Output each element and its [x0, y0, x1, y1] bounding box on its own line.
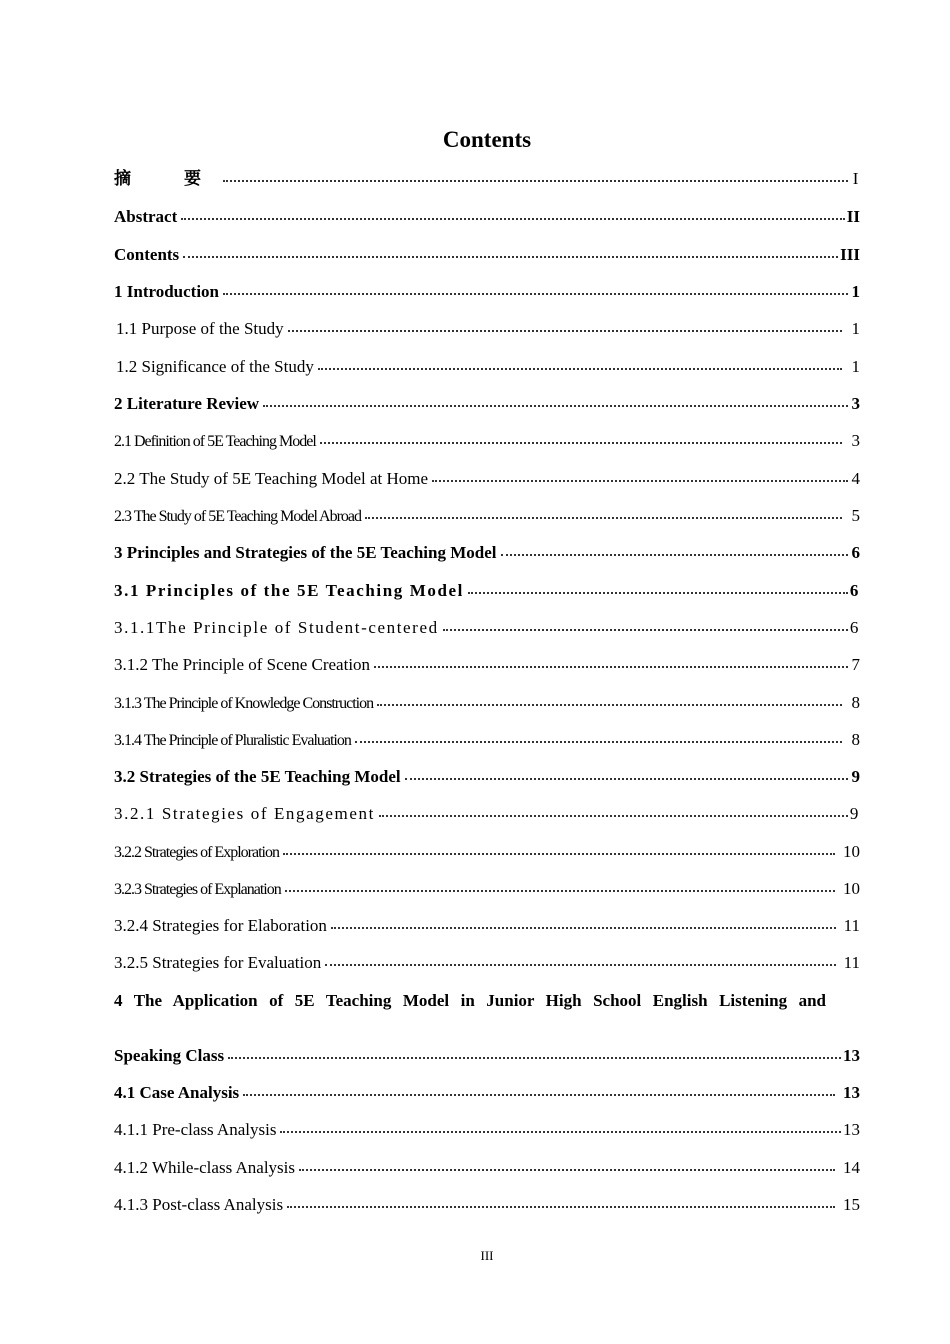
toc-entry-page: 6: [849, 581, 860, 600]
toc-entry-page: II: [846, 207, 860, 226]
toc-entry-page: 13: [843, 1083, 860, 1102]
toc-entry-label: 3.1.3 The Principle of Knowledge Construction: [114, 695, 374, 712]
toc-entry-label: 4.1 Case Analysis: [114, 1083, 240, 1102]
toc-entry-page: 8: [851, 693, 860, 712]
toc-entry-page: III: [840, 245, 860, 264]
toc-leader-dots: [325, 954, 835, 968]
toc-entry-page: 5: [851, 506, 860, 525]
toc-entry-3-1[interactable]: [114, 580, 860, 602]
toc-entry-label: 1 Introduction: [114, 282, 220, 301]
toc-entry-1-2[interactable]: [114, 356, 860, 378]
toc-entry-page: 6: [849, 618, 860, 637]
toc-entry-page: 8: [851, 730, 860, 749]
toc-entry-page: 11: [843, 953, 860, 972]
toc-leader-dots: [287, 1196, 835, 1210]
toc-entry-label: 3.2.4 Strategies for Elaboration: [114, 916, 327, 935]
toc-entry-2-1[interactable]: [114, 430, 860, 453]
toc-leader-dots: [243, 1084, 835, 1098]
toc-entry-page: 10: [843, 842, 860, 861]
toc-leader-dots: [365, 507, 842, 521]
toc-entry-1-1[interactable]: [114, 318, 860, 340]
toc-entry-4-1-1[interactable]: [114, 1119, 860, 1141]
toc-entry-3-2-5[interactable]: [114, 952, 860, 974]
toc-entry-contents[interactable]: [114, 244, 860, 266]
toc-leader-dots: [318, 358, 842, 372]
toc-entry-3-2-3[interactable]: [114, 878, 860, 901]
toc-entry-label: 4.1.3 Post-class Analysis: [114, 1195, 284, 1214]
toc-entry-label: 1.2 Significance of the Study: [116, 357, 314, 376]
toc-leader-dots: [432, 470, 848, 484]
toc-entry-page: 4: [851, 469, 860, 488]
toc-leader-dots: [283, 843, 835, 857]
toc-entry-page: 14: [843, 1158, 860, 1177]
page-title: Contents: [442, 127, 532, 152]
toc-entry-page: 1: [851, 282, 860, 301]
toc-leader-dots: [183, 246, 838, 260]
toc-entry-label: 1.1 Purpose of the Study: [116, 319, 284, 338]
toc-leader-dots: [181, 208, 845, 222]
toc-entry-page: 7: [851, 655, 860, 674]
toc-entry-4-1-2[interactable]: [114, 1157, 860, 1179]
toc-entry-chapter-4-heading[interactable]: 4 The Application of 5E Teaching Model in Junior High School English Listening and: [114, 991, 826, 1010]
toc-leader-dots: [501, 544, 849, 558]
toc-entry-label: 3.1.1The Principle of Student-centered: [114, 618, 439, 637]
toc-entry-page: 10: [843, 879, 860, 898]
toc-entry-label: 摘 要: [114, 169, 219, 189]
toc-entry-abstract[interactable]: [114, 206, 860, 228]
toc-entry-label: 3.2.3 Strategies of Explanation: [114, 881, 281, 898]
toc-entry-3-1-4[interactable]: [114, 729, 860, 752]
toc-entry-label: 2 Literature Review: [114, 394, 260, 413]
toc-leader-dots: [280, 1121, 841, 1135]
toc-leader-dots: [355, 731, 842, 745]
toc-entry-4-1[interactable]: [114, 1082, 860, 1104]
toc-entry-label: 3.1.2 The Principle of Scene Creation: [114, 655, 371, 674]
toc-entry-page: 1: [851, 319, 860, 338]
toc-entry-chapter-3[interactable]: [114, 542, 860, 564]
toc-entry-label: 3.2.5 Strategies for Evaluation: [114, 953, 322, 972]
toc-leader-dots: [285, 880, 835, 894]
toc-entry-page: I: [852, 169, 860, 188]
toc-entry-page: 15: [843, 1195, 860, 1214]
toc-entry-label: 3.2.2 Strategies of Exploration: [114, 844, 279, 861]
toc-entry-3-1-3[interactable]: [114, 692, 860, 715]
toc-entry-3-2-1[interactable]: [114, 803, 860, 825]
toc-entry-page: 1: [851, 357, 860, 376]
toc-entry-3-2-2[interactable]: [114, 841, 860, 864]
toc-entry-abstract-chinese[interactable]: [114, 168, 860, 190]
toc-leader-dots: [443, 619, 848, 633]
toc-entry-chapter-4[interactable]: [114, 1045, 860, 1067]
toc-leader-dots: [288, 320, 842, 334]
toc-entry-page: 9: [851, 767, 860, 786]
toc-entry-label: 2.1 Definition of 5E Teaching Model: [114, 433, 316, 450]
toc-entry-page: 6: [851, 543, 860, 562]
toc-entry-label: 4.1.1 Pre-class Analysis: [114, 1120, 277, 1139]
toc-leader-dots: [374, 656, 848, 670]
toc-leader-dots: [377, 694, 842, 708]
toc-entry-4-1-3[interactable]: [114, 1194, 860, 1216]
toc-entry-label: Abstract: [114, 207, 178, 226]
toc-entry-page: 9: [849, 804, 860, 823]
toc-entry-label: 3 Principles and Strategies of the 5E Teaching Model: [114, 543, 497, 562]
toc-entry-label: Contents: [114, 245, 180, 264]
toc-entry-2-2[interactable]: [114, 468, 860, 490]
toc-leader-dots: [299, 1159, 835, 1173]
table-of-contents: [114, 0, 860, 1344]
toc-entry-page: 11: [843, 916, 860, 935]
toc-leader-dots: [223, 170, 848, 184]
toc-entry-label: 3.1.4 The Principle of Pluralistic Evaluation: [114, 732, 351, 749]
toc-entry-label: Speaking Class: [114, 1046, 225, 1065]
toc-leader-dots: [223, 283, 848, 297]
toc-leader-dots: [320, 432, 842, 446]
toc-leader-dots: [228, 1047, 841, 1061]
footer-page-number: III: [480, 1248, 494, 1263]
toc-leader-dots: [405, 768, 848, 782]
toc-entry-label: 3.2.1 Strategies of Engagement: [114, 804, 375, 823]
toc-entry-3-1-2[interactable]: [114, 654, 860, 676]
toc-entry-page: 13: [843, 1046, 860, 1065]
toc-entry-2-3[interactable]: [114, 505, 860, 528]
toc-entry-page: 3: [851, 431, 860, 450]
toc-leader-dots: [331, 917, 836, 931]
toc-entry-literature-review[interactable]: [114, 393, 860, 415]
toc-entry-3-1-1[interactable]: [114, 617, 860, 639]
toc-entry-label: 3.2 Strategies of the 5E Teaching Model: [114, 767, 401, 786]
toc-entry-label: 2.2 The Study of 5E Teaching Model at Home: [114, 469, 429, 488]
toc-leader-dots: [379, 805, 848, 819]
toc-entry-label: 3.1 Principles of the 5E Teaching Model: [114, 581, 464, 600]
toc-entry-3-2-4[interactable]: [114, 915, 860, 937]
toc-leader-dots: [468, 582, 848, 596]
toc-entry-label: 4.1.2 While-class Analysis: [114, 1158, 295, 1177]
toc-entry-introduction[interactable]: [114, 281, 860, 303]
toc-entry-3-2[interactable]: [114, 766, 860, 788]
toc-entry-page: 13: [843, 1120, 860, 1139]
toc-entry-page: 3: [851, 394, 860, 413]
toc-entry-label: 2.3 The Study of 5E Teaching Model Abroad: [114, 508, 362, 525]
toc-leader-dots: [263, 395, 848, 409]
